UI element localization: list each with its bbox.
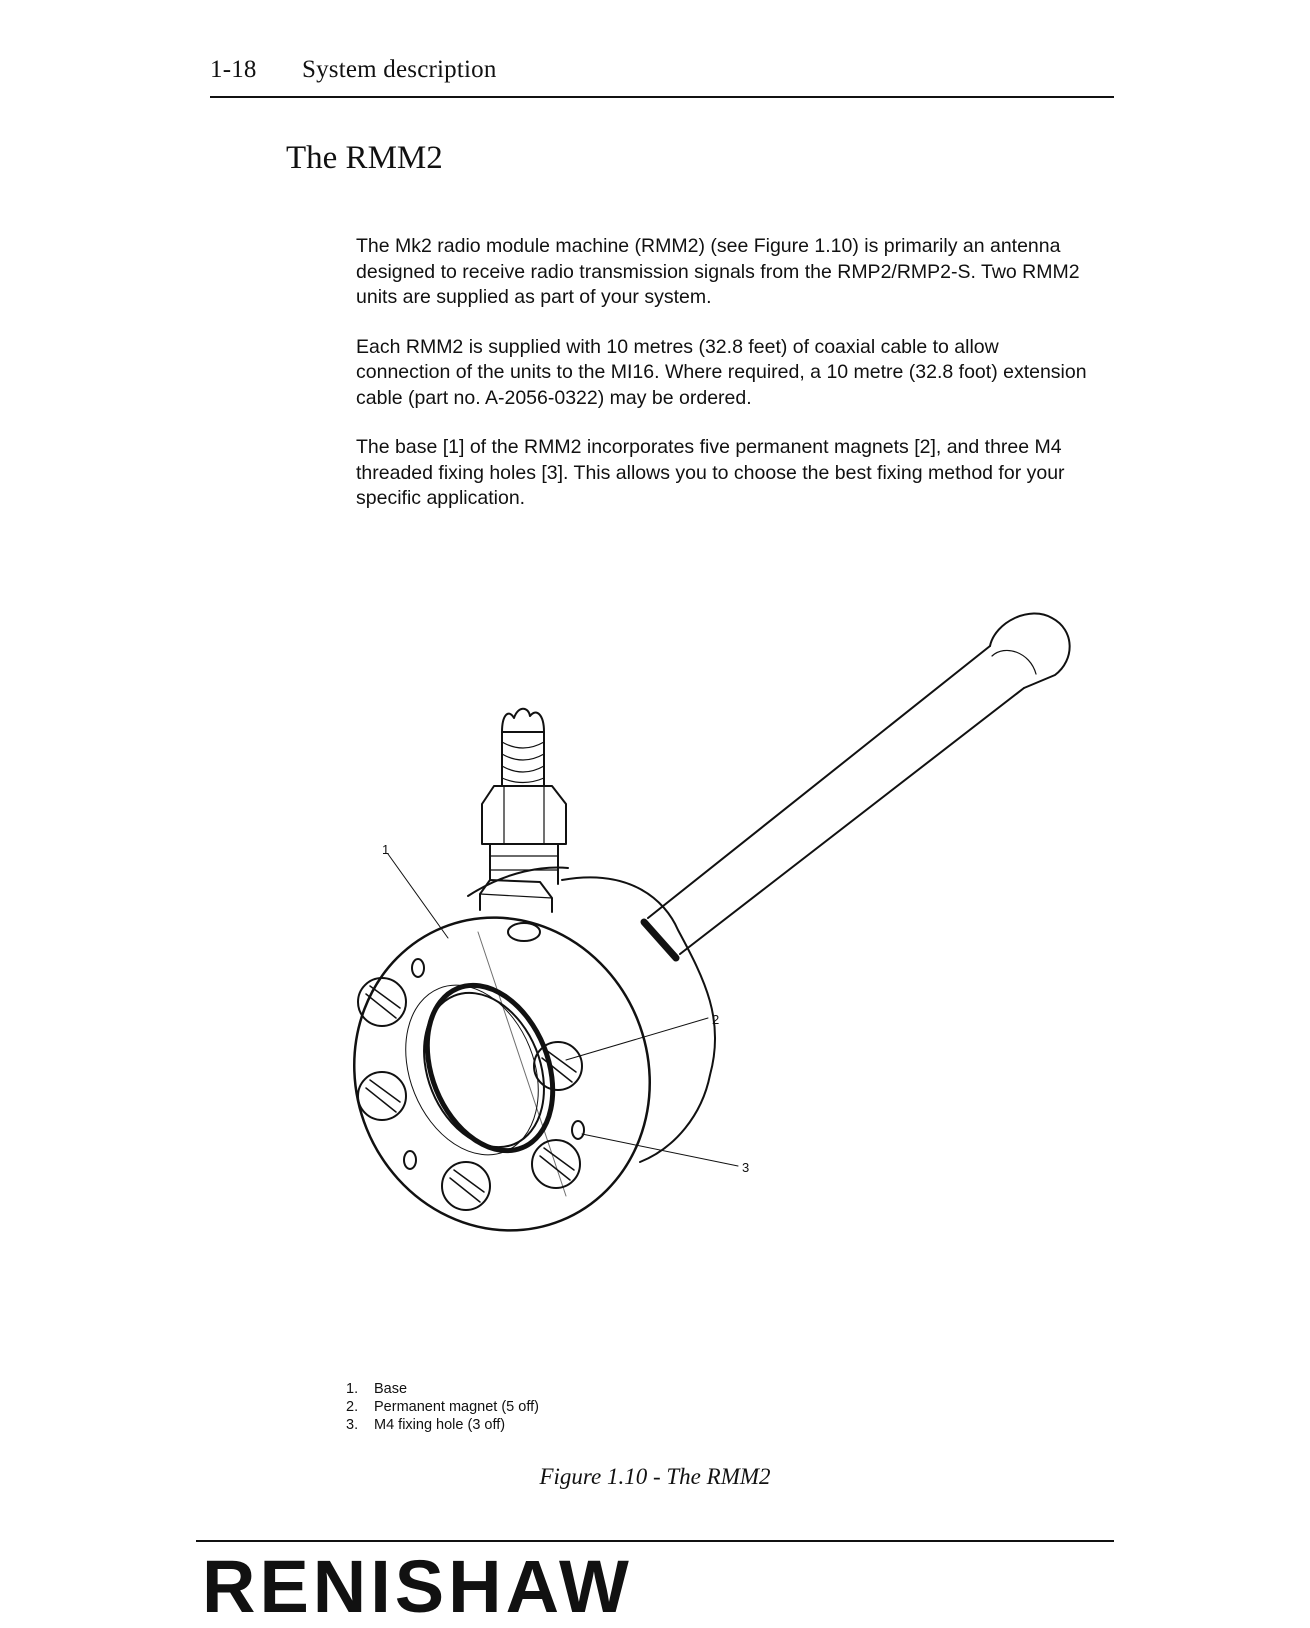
renishaw-logo: RENISHAW <box>202 1545 633 1628</box>
body-text <box>356 234 1096 536</box>
legend-number: 1. <box>346 1381 359 1397</box>
rmm2-illustration <box>330 600 1090 1250</box>
callout-2: 2 <box>712 1012 720 1027</box>
legend-text: M4 fixing hole (3 off) <box>374 1417 506 1433</box>
page-header <box>210 52 1114 98</box>
legend-item <box>346 1380 539 1398</box>
callout-3: 3 <box>742 1160 750 1175</box>
legend-number: 2. <box>346 1399 359 1415</box>
footer-divider <box>196 1540 1114 1542</box>
section-title: System description <box>302 56 497 83</box>
page-number: 1-18 <box>210 56 257 83</box>
paragraph-1: The Mk2 radio module machine (RMM2) (see Figure 1.10) is primarily an antenna designed to receive radio transmission signals from the RMP2/RMP2-S. Two RMM2 units are supplied as part of your system. <box>356 235 1080 308</box>
legend-text: Permanent magnet (5 off) <box>374 1399 539 1415</box>
page-title: The RMM2 <box>286 140 443 176</box>
figure-caption: Figure 1.10 - The RMM2 <box>539 1464 771 1489</box>
paragraph-2: Each RMM2 is supplied with 10 metres (32.8 feet) of coaxial cable to allow connection of the units to the MI16. Where required, a 10 metre (32.8 foot) extension cable (part no. A-2056-0322) may be ordered. <box>356 335 1087 409</box>
legend-number: 3. <box>346 1417 359 1433</box>
legend-item <box>346 1398 539 1416</box>
legend-item <box>346 1416 539 1434</box>
callout-1: 1 <box>382 842 390 857</box>
paragraph-3: The base [1] of the RMM2 incorporates five permanent magnets [2], and three M4 threaded fixing holes [3]. This allows you to choose the best fixing method for your specific application. <box>356 436 1065 509</box>
figure-legend <box>346 1380 539 1434</box>
legend-text: Base <box>374 1381 408 1397</box>
